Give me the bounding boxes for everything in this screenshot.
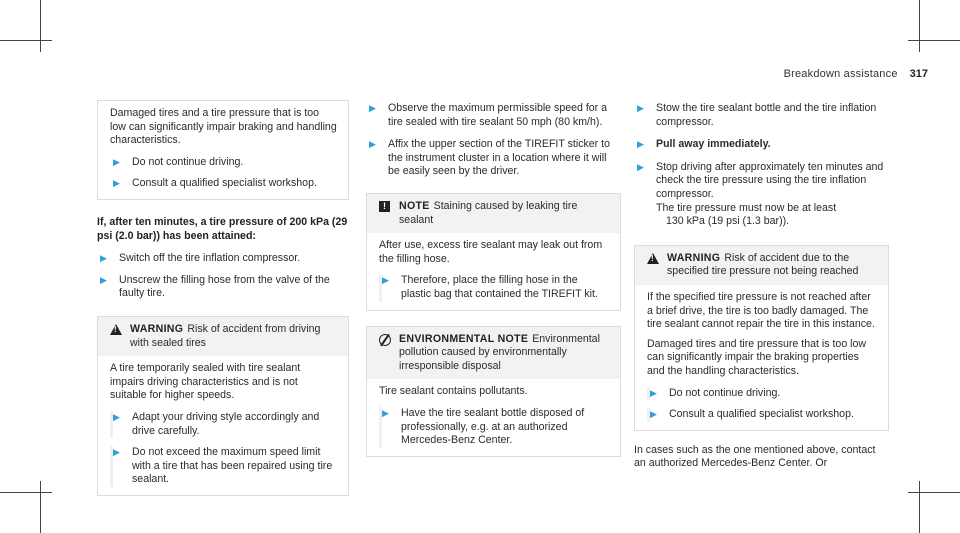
warning-text: A tire temporarily sealed with tire sealant impairs driving characteristics and is not suitable for higher speeds. <box>110 362 301 402</box>
list-item: ▶ Have the tire sealant bottle disposed of professionally, e.g. at an authorized Mercedes-Benz Center. <box>379 407 609 448</box>
list-item: ▶ Do not continue driving. <box>647 387 877 401</box>
warning-keyword: WARNING <box>130 322 184 335</box>
arrow-icon: ▶ <box>113 156 120 167</box>
warning-title: Risk of accident due to the specified tire pressure not being reached <box>667 251 859 278</box>
env-text: Tire sealant contains pollutants. <box>379 385 528 398</box>
list-item: ▶ Stop driving after approximately ten minutes and check the tire pressure using the tire inflation compressor. The tire pressure must now be at least 130 kPa (19 psi (1.3 bar)). <box>634 161 889 229</box>
page-number: 317 <box>909 68 928 80</box>
arrow-icon: ▶ <box>100 274 107 285</box>
footer-text: In cases such as the one mentioned above, contact an authorized Mercedes-Benz Center. Or <box>634 443 876 470</box>
warning-text: If the specified tire pressure is not reached after a brief drive, the tire is too badly damaged. The tire sealant cannot repair the tire in this instance. <box>647 290 875 331</box>
arrow-icon: ▶ <box>369 103 376 113</box>
page-header <box>784 68 928 82</box>
note-title: Staining caused by leaking tire sealant <box>399 199 578 226</box>
crop-mark <box>919 0 920 52</box>
crop-mark <box>0 492 52 493</box>
warning-box <box>634 245 889 431</box>
arrow-icon: ▶ <box>650 387 657 398</box>
intro-box <box>97 100 349 200</box>
warning-keyword: WARNING <box>667 251 721 264</box>
column-1 <box>97 100 349 496</box>
arrow-icon: ▶ <box>637 103 644 113</box>
warning-icon <box>110 324 122 335</box>
note-keyword: NOTE <box>399 199 430 212</box>
arrow-icon: ▶ <box>382 407 389 418</box>
arrow-icon: ▶ <box>382 275 389 286</box>
arrow-icon: ▶ <box>637 139 644 150</box>
arrow-icon: ▶ <box>369 139 376 150</box>
list-item: ▶ Therefore, place the filling hose in the plastic bag that contained the TIREFIT kit. <box>379 274 609 301</box>
note-text: After use, excess tire sealant may leak out from the filling hose. <box>379 239 603 265</box>
crop-mark <box>40 0 41 52</box>
arrow-icon: ▶ <box>113 447 120 458</box>
crop-mark <box>919 481 920 533</box>
warning-box <box>97 316 349 496</box>
list-item: ▶ Pull away immediately. <box>634 138 889 152</box>
intro-text: Damaged tires and a tire pressure that is too low can significantly impair braking and handling characteristics. <box>110 107 337 147</box>
list-item: ▶ Consult a qualified specialist workshop. <box>110 177 337 191</box>
list-item: ▶ Adapt your driving style accordingly and drive carefully. <box>110 411 337 438</box>
list-item: ▶ Unscrew the filling hose from the valve of the faulty tire. <box>97 274 349 301</box>
env-title: Environmental pollution caused by environmentally irresponsible disposal <box>399 332 600 372</box>
section-title: Breakdown assistance <box>783 68 898 80</box>
column-2 <box>366 100 621 457</box>
environmental-note-box <box>366 326 621 457</box>
arrow-icon: ▶ <box>637 161 644 172</box>
list-item: ▶ Observe the maximum permissible speed for a tire sealed with tire sealant 50 mph (80 km/h). <box>366 102 621 129</box>
list-item: ▶ Stow the tire sealant bottle and the tire inflation compressor. <box>634 102 889 129</box>
warning-icon <box>647 253 659 264</box>
environment-icon <box>379 334 391 346</box>
arrow-icon: ▶ <box>100 253 107 264</box>
note-box <box>366 193 621 311</box>
section-heading: If, after ten minutes, a tire pressure of 200 kPa (29 psi (2.0 bar)) has been attained: <box>97 215 348 242</box>
arrow-icon: ▶ <box>113 178 120 189</box>
list-item: ▶ Do not continue driving. <box>110 156 337 170</box>
crop-mark <box>908 492 960 493</box>
crop-mark <box>0 40 52 41</box>
arrow-icon: ▶ <box>650 409 657 420</box>
warning-text: Damaged tires and tire pressure that is too low can significantly impair the braking properties and the handling characteristics. <box>647 337 867 377</box>
list-item: ▶ Do not exceed the maximum speed limit with a tire that has been repaired using tire sealant. <box>110 446 337 487</box>
column-3 <box>634 100 889 471</box>
crop-mark <box>908 40 960 41</box>
notice-icon: ! <box>379 201 390 212</box>
arrow-icon: ▶ <box>113 411 120 422</box>
env-keyword: ENVIRONMENTAL NOTE <box>399 332 529 345</box>
list-item: ▶ Switch off the tire inflation compressor. <box>97 252 349 266</box>
warning-title: Risk of accident from driving with sealed tires <box>130 322 321 349</box>
list-item: ▶ Affix the upper section of the TIREFIT sticker to the instrument cluster in a location where it will be easily seen by the driver. <box>366 138 621 179</box>
crop-mark <box>40 481 41 533</box>
list-item: ▶ Consult a qualified specialist workshop. <box>647 408 877 422</box>
